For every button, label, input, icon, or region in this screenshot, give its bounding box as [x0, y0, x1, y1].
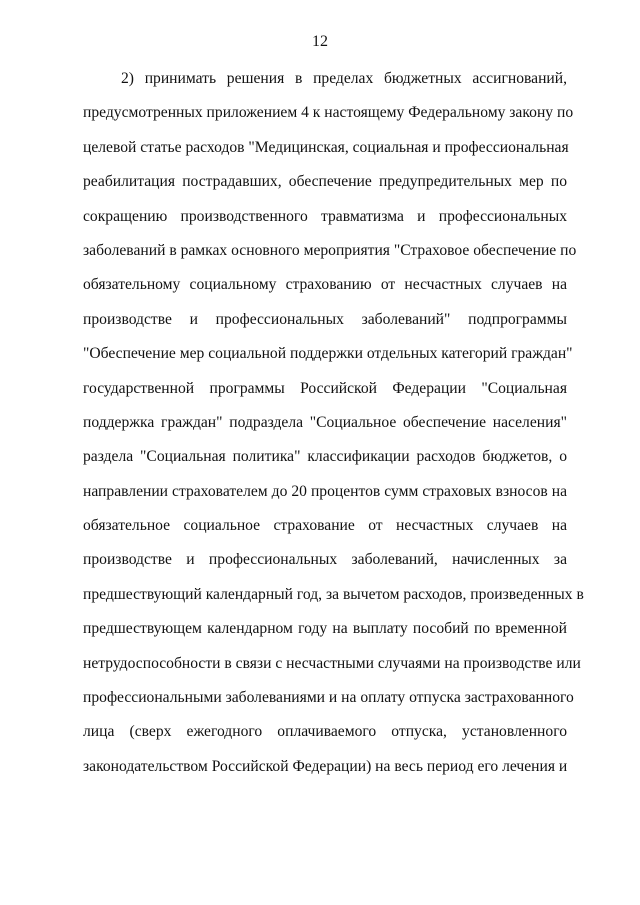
text-line: лица (сверх ежегодного оплачиваемого отпуска, установленного	[83, 723, 567, 741]
page-number: 12	[312, 33, 328, 50]
text-line: государственной программы Российской Федерации "Социальная	[83, 379, 567, 397]
text-line: предшествующий календарный год, за вычетом расходов, произведенных в	[83, 585, 584, 603]
text-line: производстве и профессиональных заболеваний" подпрограммы	[83, 310, 567, 328]
text-line: целевой статье расходов "Медицинская, социальная и профессиональная	[83, 138, 569, 156]
text-line: предшествующем календарном году на выплату пособий по временной	[83, 620, 567, 638]
text-line: 2) принимать решения в пределах бюджетных ассигнований,	[121, 70, 567, 87]
text-line: производстве и профессиональных заболеваний, начисленных за	[83, 551, 567, 569]
text-line: профессиональными заболеваниями и на оплату отпуска застрахованного	[83, 689, 574, 707]
text-line: реабилитация пострадавших, обеспечение предупредительных мер по	[83, 173, 567, 191]
text-line: раздела "Социальная политика" классификации расходов бюджетов, о	[83, 448, 567, 466]
text-line: нетрудоспособности в связи с несчастными случаями на производстве или	[83, 654, 581, 672]
text-line: "Обеспечение мер социальной поддержки отдельных категорий граждан"	[83, 345, 573, 363]
text-line: сокращению производственного травматизма и профессиональных	[83, 207, 567, 225]
text-line: законодательством Российской Федерации) на весь период его лечения и	[83, 757, 568, 775]
text-line: направлении страхователем до 20 процентов сумм страховых взносов на	[83, 482, 567, 500]
text-line: обязательное социальное страхование от несчастных случаев на	[83, 517, 567, 535]
text-line: обязательному социальному страхованию от несчастных случаев на	[83, 276, 567, 294]
text-line: поддержка граждан" подраздела "Социальное обеспечение населения"	[83, 413, 567, 431]
document-paragraph	[83, 62, 584, 784]
text-line: заболеваний в рамках основного мероприятия "Страховое обеспечение по	[83, 241, 577, 259]
text-line: предусмотренных приложением 4 к настоящему Федеральному закону по	[83, 104, 574, 122]
